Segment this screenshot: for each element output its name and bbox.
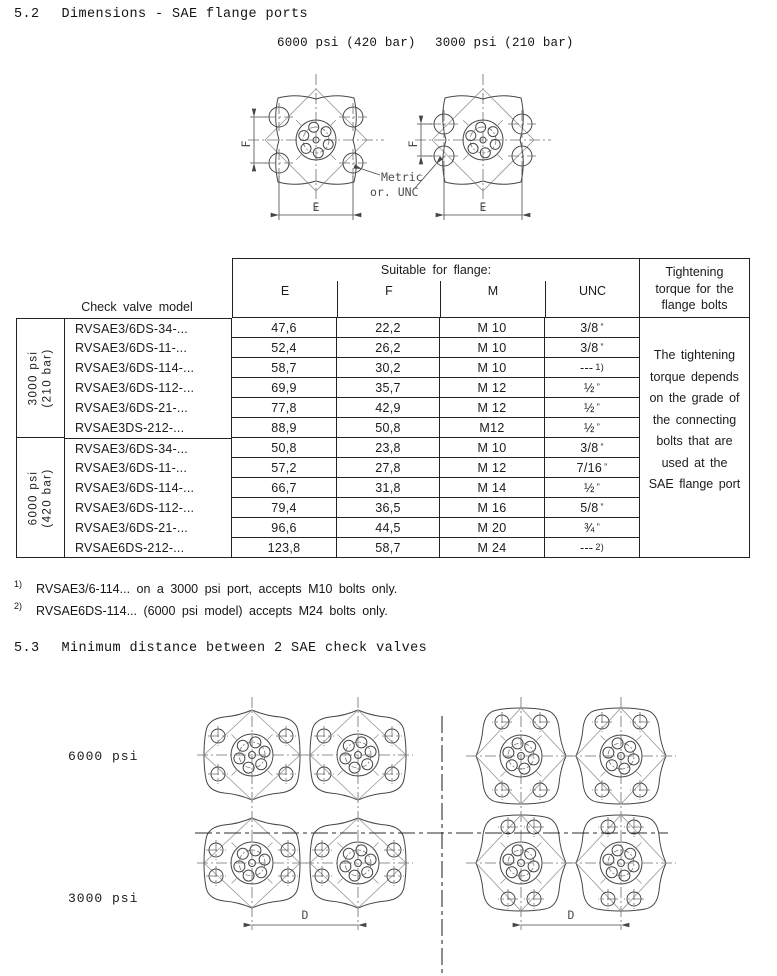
unc-superscript: ” <box>600 321 604 332</box>
unc-value-cell <box>545 318 640 338</box>
e-value-cell: 66,7 <box>232 478 337 498</box>
metric-note-line2: or. UNC <box>370 185 419 199</box>
model-cell: RVSAE6DS-212-... <box>65 538 232 558</box>
flange-subheaders <box>233 281 639 317</box>
f-value-cell: 42,9 <box>337 398 440 418</box>
col-header-unc: UNC <box>545 281 639 317</box>
unc-value: --- <box>580 540 594 555</box>
model-cell: RVSAE3/6DS-21-... <box>65 398 232 418</box>
footnote-1 <box>14 579 397 596</box>
col-header-m: M <box>440 281 545 317</box>
m-value-cell: M 14 <box>440 478 545 498</box>
pressure-group-label <box>27 468 55 527</box>
model-cell: RVSAE3/6DS-112-... <box>65 378 232 398</box>
model-cell: RVSAE3DS-212-... <box>65 418 232 438</box>
torque-note-line: on the grade of <box>649 391 740 405</box>
metric-leader-left <box>362 169 380 175</box>
torque-note-cell <box>640 318 750 558</box>
m-value-cell: M 24 <box>440 538 545 558</box>
torque-note-line: the connecting <box>652 412 737 427</box>
torque-note-line: torque depends <box>650 369 739 384</box>
dim-d-label-left: D <box>301 908 309 922</box>
section-5-2-heading <box>14 7 308 22</box>
col-header-f: F <box>337 281 440 317</box>
torque-note-line: The tightening <box>653 348 736 362</box>
m-value-cell: M 12 <box>440 398 545 418</box>
e-value-cell: 69,9 <box>232 378 337 398</box>
pressure-label-line: 6000 psi <box>27 470 40 525</box>
footnote-1-text: RVSAE3/6-114... on a 3000 psi port, accepts M10 bolts only. <box>36 582 398 596</box>
m-value-cell: M 10 <box>440 358 545 378</box>
m-value-cell: M 20 <box>440 518 545 538</box>
unc-value-cell <box>545 498 640 518</box>
pressure-label-line: 3000 psi <box>27 350 40 406</box>
footnote-2 <box>14 601 388 618</box>
unc-superscript: 2) <box>595 541 604 552</box>
e-value-cell: 57,2 <box>232 458 337 478</box>
unc-value: ½ <box>583 400 595 415</box>
f-value-cell: 30,2 <box>337 358 440 378</box>
unc-value: ½ <box>583 480 595 495</box>
unc-value: 3/8 <box>580 440 599 455</box>
unc-superscript: ” <box>600 501 604 512</box>
torque-header-line: Tightening <box>665 265 724 279</box>
col-header-e: E <box>280 284 290 298</box>
pressure-group-cell <box>16 438 65 558</box>
model-cell: RVSAE3/6DS-114-... <box>65 478 232 498</box>
unc-value: ½ <box>583 380 595 395</box>
section-5-3-heading <box>14 641 427 656</box>
unc-superscript: ” <box>600 441 604 452</box>
f-value-cell: 22,2 <box>337 318 440 338</box>
pressure-group-cell <box>16 318 65 438</box>
dim-d-label-right: D <box>567 908 575 922</box>
pressure-label-line: (210 bar) <box>41 348 54 408</box>
label-6000psi-420bar: 6000 psi (420 bar) <box>277 36 416 50</box>
model-cell: RVSAE3/6DS-11-... <box>65 458 232 478</box>
pressure-group-label <box>27 348 55 407</box>
section-title: Minimum distance between 2 SAE check valves <box>61 641 428 656</box>
footnote-2-marker: 2) <box>14 601 23 611</box>
e-value-cell: 58,7 <box>232 358 337 378</box>
model-cell: RVSAE3/6DS-34-... <box>65 438 232 458</box>
unc-value: --- <box>580 360 594 375</box>
sae-flange-drawings <box>0 60 777 240</box>
model-column-header: Check valve model <box>81 300 193 314</box>
m-value-cell: M 10 <box>440 338 545 358</box>
unc-value-cell <box>545 338 640 358</box>
unc-value-cell <box>545 378 640 398</box>
unc-value: 5/8 <box>580 500 599 515</box>
e-value-cell: 123,8 <box>232 538 337 558</box>
unc-value: 3/8 <box>580 340 599 355</box>
dimension-table <box>16 258 750 558</box>
section-number: 5.3 <box>14 641 40 656</box>
unc-superscript: ” <box>596 381 601 392</box>
minimum-distance-drawings <box>0 690 777 976</box>
e-value-cell: 50,8 <box>232 438 337 458</box>
f-value-cell: 26,2 <box>337 338 440 358</box>
f-value-cell: 27,8 <box>337 458 440 478</box>
suitable-for-flange-label: Suitable for flange: <box>380 263 492 277</box>
torque-column-header <box>640 258 750 318</box>
unc-value-cell <box>545 398 640 418</box>
unc-superscript: ” <box>604 461 608 472</box>
dim-e-label-right: E <box>479 200 487 214</box>
label-6000psi: 6000 psi <box>68 749 139 764</box>
e-value-cell: 88,9 <box>232 418 337 438</box>
metric-note-line1: Metric <box>381 170 423 184</box>
m-value-cell: M 16 <box>440 498 545 518</box>
unc-superscript: ” <box>596 401 601 412</box>
m-value-cell: M12 <box>440 418 545 438</box>
e-value-cell: 96,6 <box>232 518 337 538</box>
model-cell: RVSAE3/6DS-112-... <box>65 498 232 518</box>
unc-superscript: ” <box>596 521 601 532</box>
unc-value: ½ <box>583 420 595 435</box>
f-value-cell: 50,8 <box>337 418 440 438</box>
m-value-cell: M 10 <box>440 438 545 458</box>
torque-header-line: flange bolts <box>661 298 728 312</box>
section-title: Dimensions - SAE flange ports <box>61 7 309 22</box>
e-value-cell: 52,4 <box>232 338 337 358</box>
unc-superscript: ” <box>596 421 601 432</box>
model-cell: RVSAE3/6DS-114-... <box>65 358 232 378</box>
f-value-cell: 44,5 <box>337 518 440 538</box>
pressure-label-line: (420 bar) <box>41 467 54 528</box>
footnote-2-text: RVSAE6DS-114... (6000 psi model) accepts M24 bolts only. <box>36 604 388 618</box>
unc-value-cell <box>545 418 640 438</box>
m-value-cell: M 12 <box>440 458 545 478</box>
flange-geometry <box>195 697 676 975</box>
f-value-cell: 31,8 <box>337 478 440 498</box>
unc-value-cell <box>545 518 640 538</box>
unc-value-cell <box>545 478 640 498</box>
m-value-cell: M 12 <box>440 378 545 398</box>
label-3000psi-210bar: 3000 psi (210 bar) <box>435 36 574 50</box>
unc-superscript: 1) <box>595 361 604 372</box>
dim-e-label-left: E <box>312 200 320 214</box>
unc-superscript: ” <box>596 481 601 492</box>
unc-value: 3/8 <box>580 320 599 335</box>
unc-value-cell <box>545 458 640 478</box>
section-number: 5.2 <box>14 7 40 22</box>
dim-f-label-right: F <box>406 140 420 148</box>
e-value-cell: 77,8 <box>232 398 337 418</box>
footnote-1-marker: 1) <box>14 579 23 589</box>
torque-note-line: used at the <box>661 455 728 470</box>
label-3000psi: 3000 psi <box>68 891 139 906</box>
unc-value-cell <box>545 538 640 558</box>
model-cell: RVSAE3/6DS-34-... <box>65 318 232 338</box>
e-value-cell: 79,4 <box>232 498 337 518</box>
model-cell: RVSAE3/6DS-11-... <box>65 338 232 358</box>
f-value-cell: 35,7 <box>337 378 440 398</box>
model-cell: RVSAE3/6DS-21-... <box>65 518 232 538</box>
unc-value-cell <box>545 438 640 458</box>
unc-value: 7/16 <box>576 460 603 475</box>
e-value-cell: 47,6 <box>232 318 337 338</box>
unc-superscript: ” <box>600 341 604 352</box>
unc-value: ¾ <box>583 520 595 535</box>
torque-note-line: SAE flange port <box>648 477 741 491</box>
unc-value-cell <box>545 358 640 378</box>
dim-f-label-left: F <box>239 140 253 148</box>
torque-note-line: bolts that are <box>656 434 733 448</box>
torque-header-line: torque for the <box>655 281 734 296</box>
f-value-cell: 36,5 <box>337 498 440 518</box>
f-value-cell: 58,7 <box>337 538 440 558</box>
m-value-cell: M 10 <box>440 318 545 338</box>
flange-header-cell <box>232 258 640 318</box>
f-value-cell: 23,8 <box>337 438 440 458</box>
